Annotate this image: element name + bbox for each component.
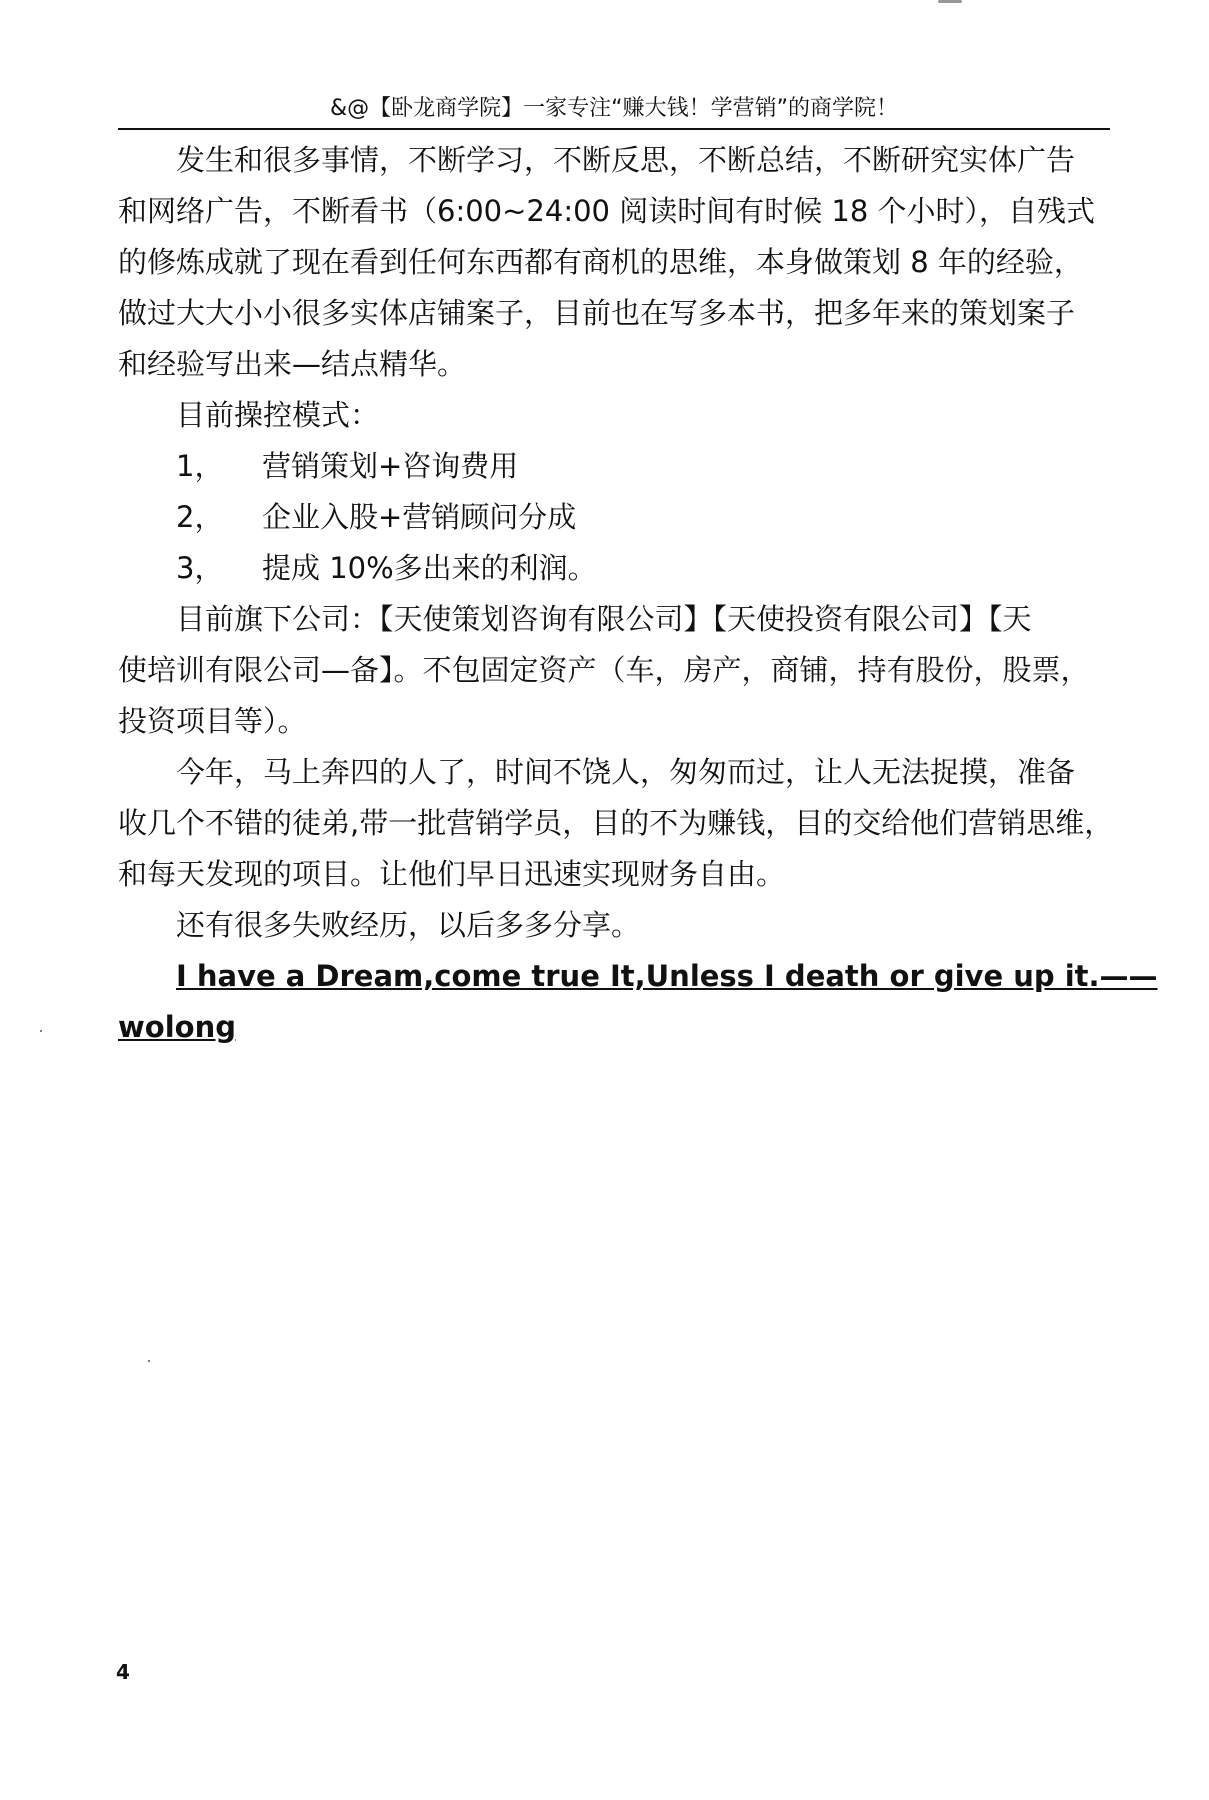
mode-heading: 目前操控模式： xyxy=(176,398,380,432)
paragraph-line: 和网络广告，不断看书（6:00~24:00 阅读时间有时候 18 个小时），自残式 xyxy=(118,194,1096,228)
list-item-text: 企业入股+营销顾问分成 xyxy=(262,500,577,534)
scan-speck xyxy=(40,1030,42,1032)
plan-line: 今年，马上奔四的人了，时间不饶人，匆匆而过，让人无法捉摸，准备 xyxy=(176,755,1076,789)
companies-line: 使培训有限公司—备】。不包固定资产（车，房产，商铺，持有股份，股票， xyxy=(118,653,1090,687)
scan-speck xyxy=(148,1360,150,1362)
scan-artifact xyxy=(938,0,962,3)
motto-line: I have a Dream,come true It,Unless I death or give up it.—— xyxy=(176,959,1158,993)
list-item-number: 1， xyxy=(176,449,224,483)
companies-line: 目前旗下公司：【天使策划咨询有限公司】【天使投资有限公司】【天 xyxy=(176,602,1032,636)
list-item-text: 营销策划+咨询费用 xyxy=(262,449,519,483)
failures-line: 还有很多失败经历，以后多多分享。 xyxy=(176,908,641,942)
paragraph-line: 做过大大小小很多实体店铺案子，目前也在写多本书，把多年来的策划案子 xyxy=(118,296,1076,330)
companies-line: 投资项目等）。 xyxy=(118,704,307,738)
motto-signature: wolong xyxy=(118,1010,236,1044)
list-item-number: 3， xyxy=(176,551,224,585)
plan-line: 收几个不错的徒弟,带一批营销学员，目的不为赚钱，目的交给他们营销思维， xyxy=(118,806,1114,840)
paragraph-line: 的修炼成就了现在看到任何东西都有商机的思维，本身做策划 8 年的经验， xyxy=(118,245,1083,279)
list-item xyxy=(118,441,1118,492)
page-number: 4 xyxy=(116,1660,130,1684)
plan-line: 和每天发现的项目。让他们早日迅速实现财务自由。 xyxy=(118,857,786,891)
list-item xyxy=(118,543,1118,594)
body-text xyxy=(118,135,1158,1053)
page-header: &@【卧龙商学院】一家专注“赚大钱！学营销”的商学院！ xyxy=(330,96,898,121)
list-item-number: 2， xyxy=(176,500,224,534)
list-item-text: 提成 10%多出来的利润。 xyxy=(262,551,597,585)
paragraph-line: 和经验写出来—结点精华。 xyxy=(118,347,467,381)
header-rule xyxy=(118,128,1110,130)
list-item xyxy=(118,492,1118,543)
paragraph-line: 发生和很多事情，不断学习，不断反思，不断总结，不断研究实体广告 xyxy=(176,143,1076,177)
